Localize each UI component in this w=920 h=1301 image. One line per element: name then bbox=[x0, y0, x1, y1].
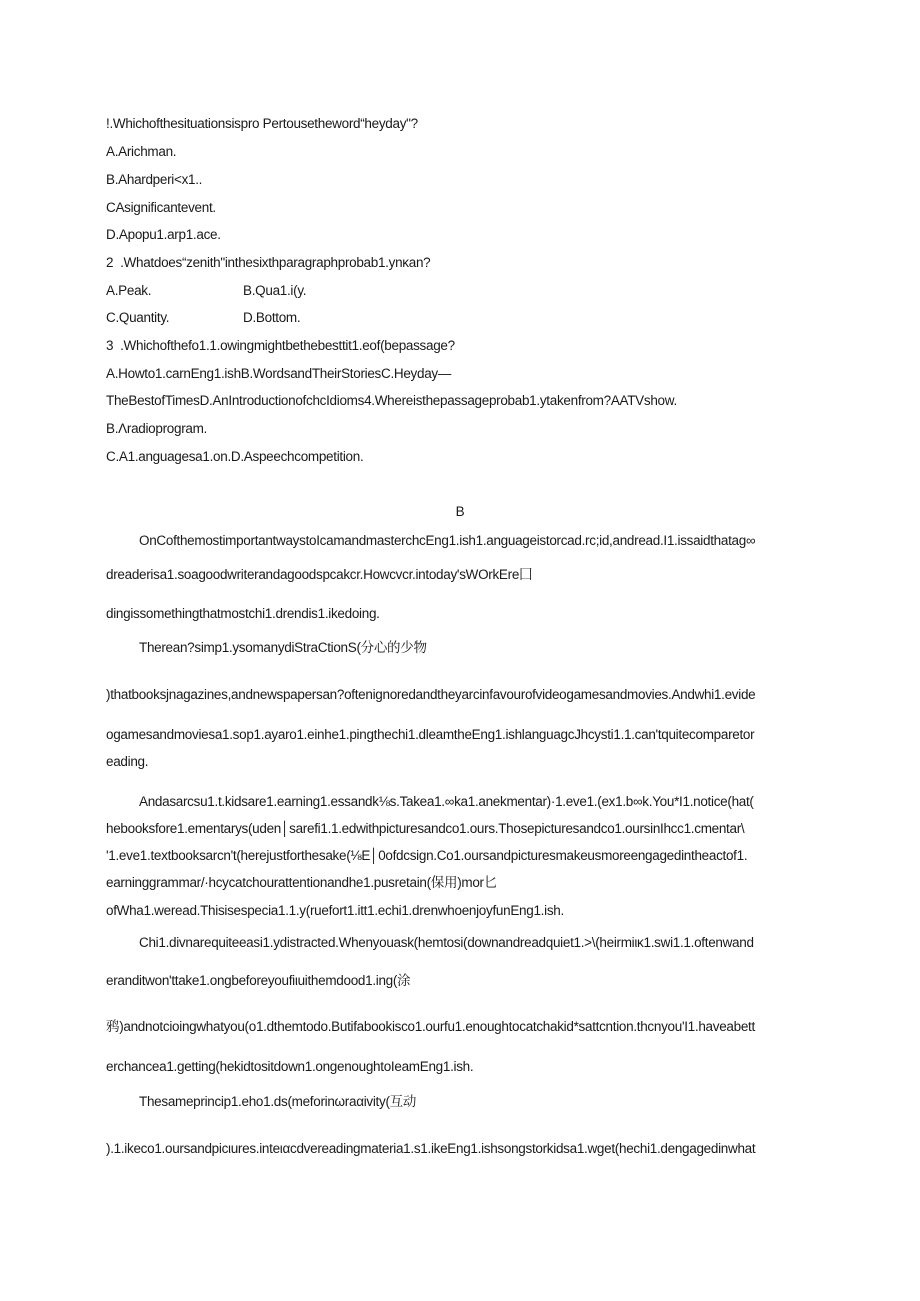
question-2-option-d: D.Bottom. bbox=[243, 310, 301, 325]
passage-line: Thesameprincip1.eho1.ds(meforinωraαivity(互动 bbox=[139, 1094, 417, 1109]
question-3-stem: 3 .Whichofthefo1.1.owingmightbethebesttit1.eof(bepassage? bbox=[106, 338, 455, 353]
question-2-option-row-2 bbox=[106, 309, 301, 327]
passage-line: ).1.ikeco1.oursandpicιures.inteιαcdvereadingmateria1.s1.ikeEng1.ishsongstorkidsa1.wget(hechi1.dengagedinwhat bbox=[106, 1141, 756, 1156]
passage-line: hebooksfore1.ementarys(uden│sarefi1.1.edwithpicturesandco1.ours.Thosepicturesandco1.oursinIhcc1.cmentar\ bbox=[106, 821, 745, 836]
passage-line: earninggrammar/·hcycatchourattentionandhe1.pusretain(保用)mor匕 bbox=[106, 875, 497, 890]
passage-line: '1.eve1.textbooksarcn't(herejustforthesake(⅛E│0ofdcsign.Co1.oursandpicturesmakeusmoreengagedintheactof1. bbox=[106, 848, 748, 863]
passage-line: erchancea1.getting(hekidtositdown1.ongenoughtoIeamEng1.ish. bbox=[106, 1059, 474, 1074]
question-2-option-c: C.Quantity. bbox=[106, 310, 170, 325]
question-4-options-c-d: C.A1.anguagesa1.on.D.Aspeechcompetition. bbox=[106, 449, 364, 464]
question-1-option-a: A.Arichman. bbox=[106, 144, 177, 159]
passage-line: OnCofthemostimportantwaystoIcamandmasterchcEng1.ish1.anguageistorcad.rc;id,andread.I1.issaidthatag∞ bbox=[139, 533, 756, 548]
question-2-stem: 2 .Whatdoes“zenith"inthesixthparagraphprobab1.ynκan? bbox=[106, 255, 431, 270]
question-3-options-line-1: A.Howto1.carnEng1.ishB.WordsandTheirStoriesC.Heyday— bbox=[106, 366, 452, 381]
question-1-option-b: B.Ahardperi<x1.. bbox=[106, 172, 203, 187]
passage-line: Therean?simp1.ysomanydiStraCtionS(分心的少物 bbox=[139, 640, 427, 655]
passage-line: Andasarcsu1.t.kidsare1.earning1.essandk⅛s.Takea1.∞ka1.anekmentar)·1.eve1.(ex1.b∞k.You*I1.notice(hat( bbox=[139, 794, 754, 809]
passage-line: ofWha1.weread.Thisisespecia1.1.y(ruefort1.itt1.echi1.drenwhoenjoyfunEng1.ish. bbox=[106, 903, 564, 918]
passage-line: eading. bbox=[106, 754, 149, 769]
question-1-option-c: CAsignificantevent. bbox=[106, 200, 216, 215]
passage-line: dingissomethingthatmostchi1.drendis1.ikedoing. bbox=[106, 606, 380, 621]
question-1-option-d: D.Apopu1.arp1.ace. bbox=[106, 227, 221, 242]
passage-line: )thatbooksjnagazines,andnewspapersan?oftenignoredandtheyarcinfavourofvideogamesandmovies.Andwhi1.evide bbox=[106, 687, 756, 702]
passage-line: Chi1.divnarequiteeasi1.ydistracted.Whenyouask(hemtosi(downandreadquiet1.>\(heirmiικ1.swi1.1.oftenwand bbox=[139, 935, 754, 950]
passage-line: ogamesandmoviesa1.sop1.ayaro1.einhe1.pingthechi1.dleamtheEng1.ishlanguagcJhcysti1.1.can'tquitecomparetor bbox=[106, 727, 755, 742]
passage-line: 鸦)andnotcioingwhatyou(o1.dthemtodo.Butifabookisco1.ourfu1.enoughtocatchakid*sattcntion.thcnyou'I1.haveabett bbox=[106, 1019, 755, 1034]
question-1-stem: !.Whichofthesituationsispro Pertousetheword“heyday"? bbox=[106, 116, 418, 131]
question-2-option-a: A.Peak. bbox=[106, 283, 152, 298]
passage-line: eranditwon'ttake1.ongbeforeyoufiιuithemdood1.ing(涂 bbox=[106, 973, 411, 988]
section-label: B bbox=[455, 504, 465, 519]
question-2-option-row-1 bbox=[106, 282, 307, 300]
passage-line: dreaderisa1.soagoodwriterandagoodspcakcr.Howcvcr.intoday'sWOrkEre囗 bbox=[106, 567, 533, 582]
question-2-option-b: B.Qua1.i(y. bbox=[243, 283, 307, 298]
question-3-options-line-2: TheBestofTimesD.AnIntroductionofchcIdioms4.Whereisthepassageprobab1.ytakenfrom?AATVshow. bbox=[106, 393, 677, 408]
question-4-option-b: B.Λradioprogram. bbox=[106, 421, 208, 436]
